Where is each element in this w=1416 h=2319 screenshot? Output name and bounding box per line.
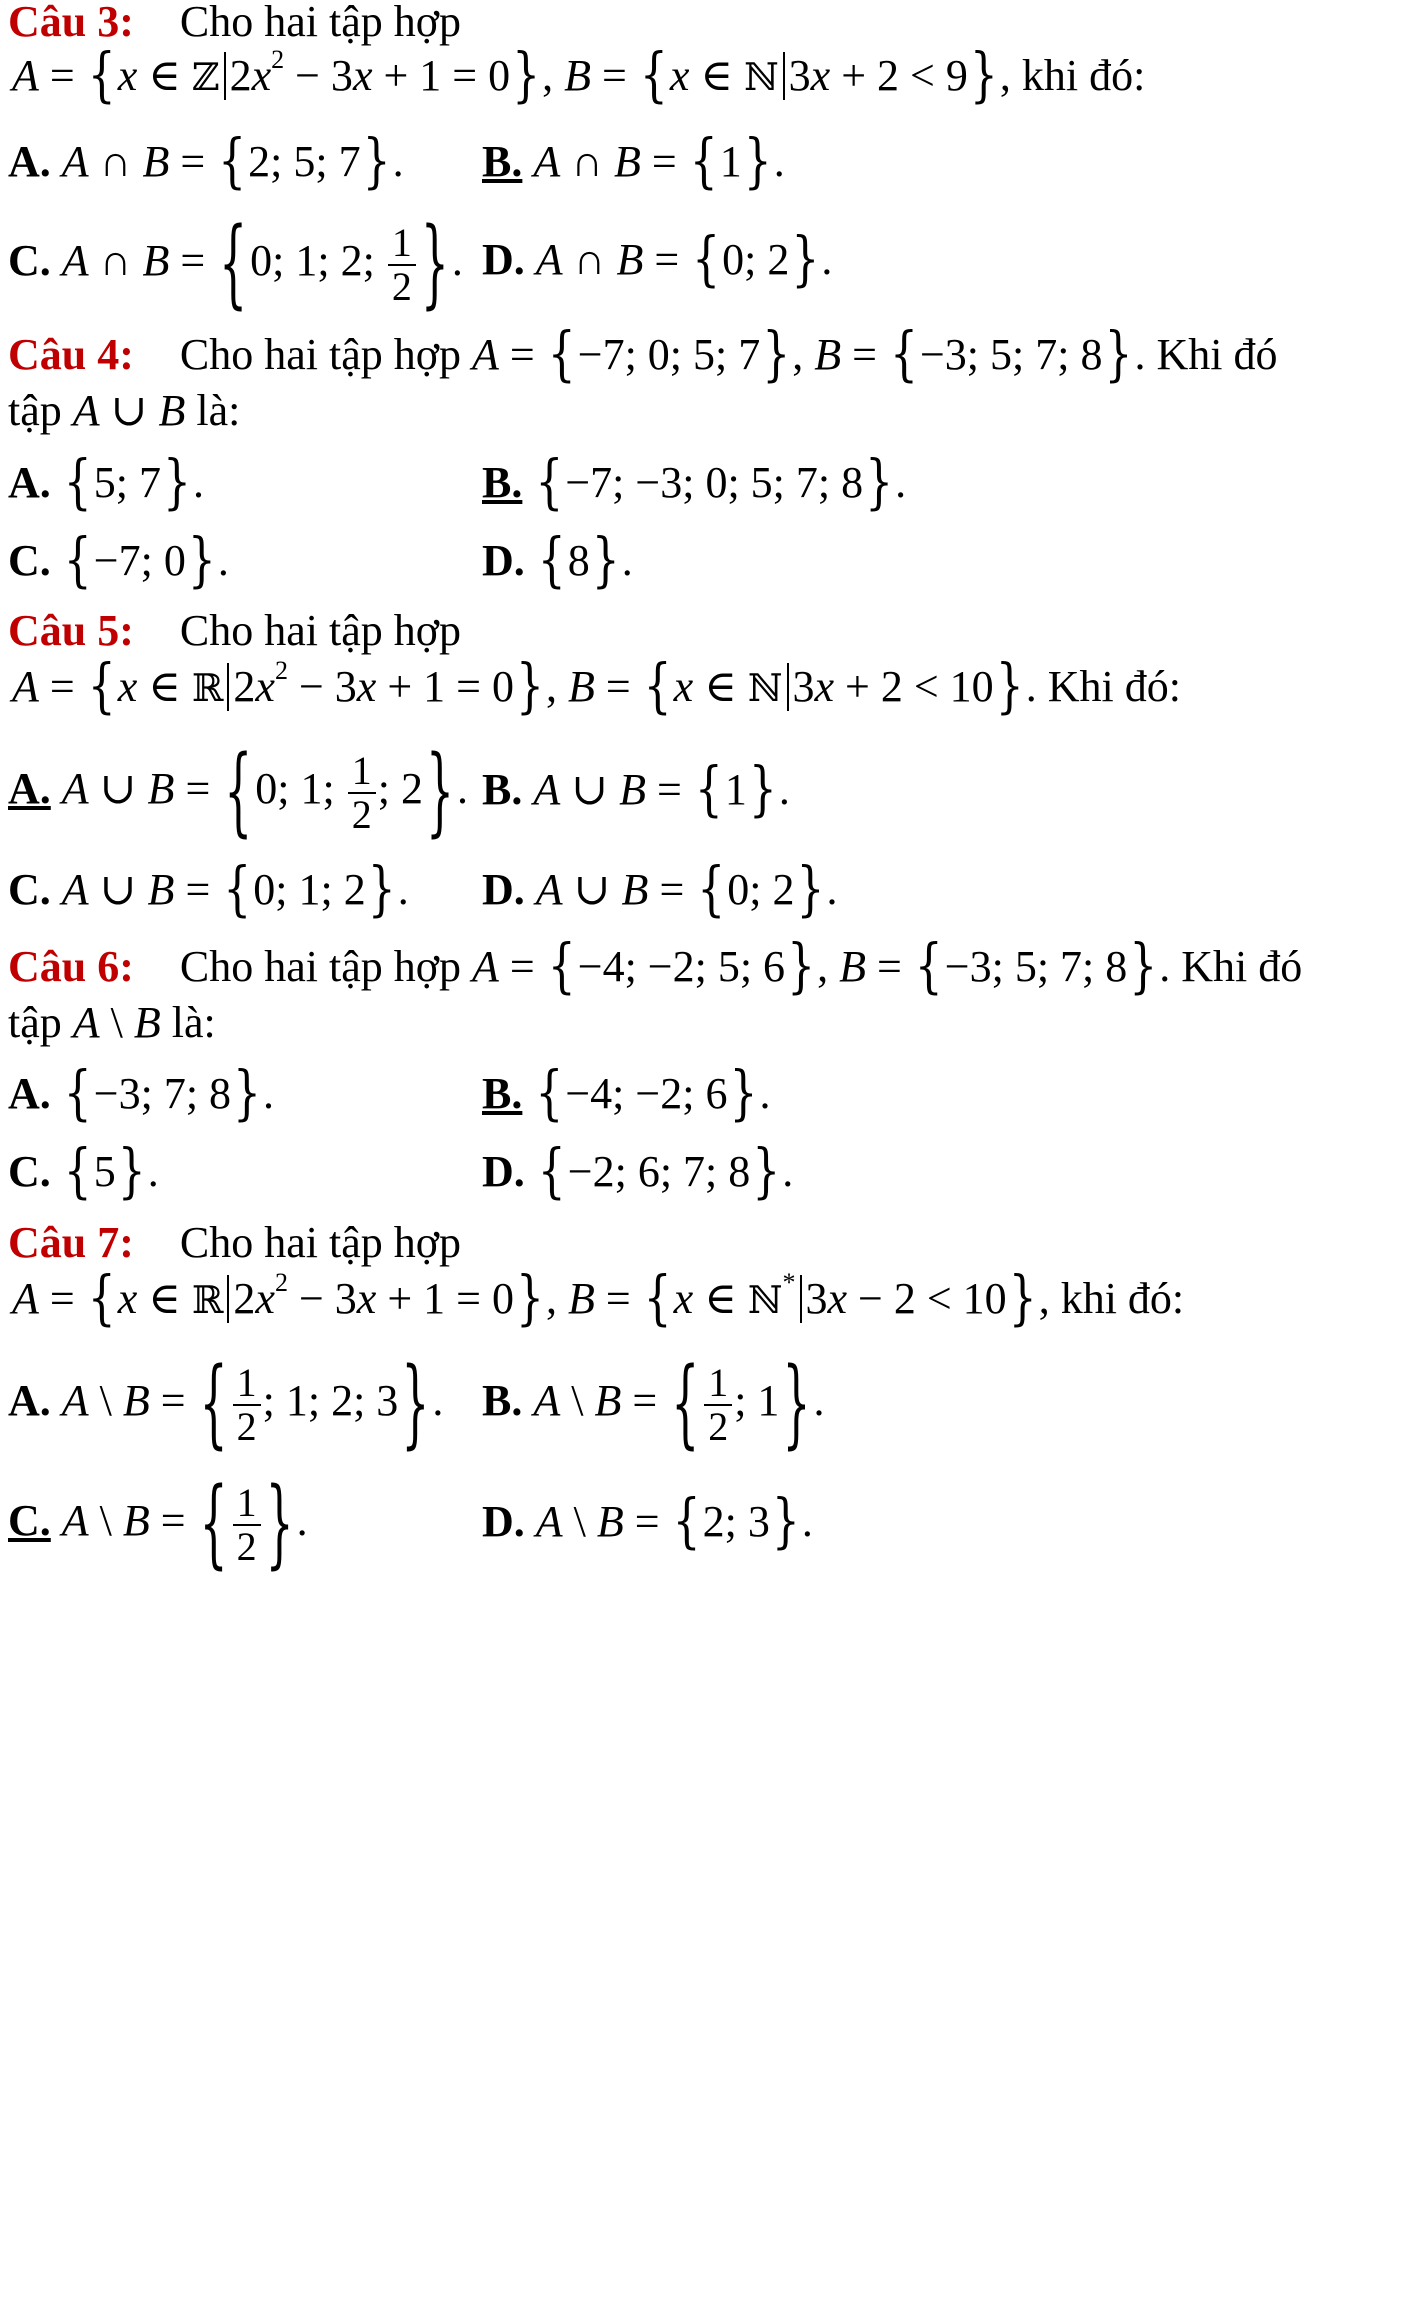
question-intro: Cho hai tập hợp [179, 942, 462, 991]
question-6-line2: tập A \ B là: [8, 998, 216, 1047]
question-3-header [8, 0, 461, 50]
option-letter: D. [482, 235, 525, 284]
question-label: Câu 3: [8, 0, 134, 46]
q6-option-a[interactable]: A. {−3; 7; 8}. [8, 1058, 275, 1128]
q7-option-d[interactable]: D. A \ B = {2; 3}. [482, 1486, 813, 1556]
option-letter: B. [482, 458, 523, 507]
q6-option-c[interactable]: C. {5}. [8, 1136, 159, 1206]
q7-option-b[interactable]: B. A \ B = { $\frac{1}{2}$ ; 1}. [482, 1347, 825, 1460]
option-letter: A. [8, 458, 51, 507]
option-letter: A. [8, 137, 51, 186]
option-letter: D. [482, 1147, 525, 1196]
question-7-header [8, 1215, 461, 1271]
question-tail: . Khi đó [1134, 330, 1278, 379]
line-suffix: là: [171, 998, 216, 1047]
question-label: Câu 5: [8, 606, 134, 655]
question-tail: , khi đó: [999, 51, 1146, 100]
question-tail: . Khi đó [1159, 942, 1303, 991]
question-intro: Cho hai tập hợp [179, 330, 462, 379]
q6-option-d[interactable]: D. {−2; 6; 7; 8}. [482, 1136, 794, 1206]
option-letter: C. [8, 1147, 51, 1196]
q4-option-c[interactable]: C. {−7; 0}. [8, 525, 229, 595]
question-intro: Cho hai tập hợp [179, 1218, 462, 1267]
question-6-header: Câu 6: Cho hai tập hợp A = {−4; −2; 5; 6}, B = {−3; 5; 7; 8}. Khi đó [8, 931, 1303, 1001]
q6-option-b[interactable]: B. {−4; −2; 6}. [482, 1058, 771, 1128]
question-4-header: Câu 4: Cho hai tập hợp A = {−7; 0; 5; 7}, B = {−3; 5; 7; 8}. Khi đó [8, 319, 1278, 389]
q3-option-c[interactable]: C. A ∩ B = {0; 1; 2; $\frac{1}{2}$ }. [8, 207, 463, 320]
question-7-sets: A = {x ∈ ℝ $2x^2 - 3x + 1 = 0$}, B = {x ∈ ℕ* 3x − 2 < 10}, khi đó: [12, 1263, 1185, 1333]
question-label: Câu 4: [8, 330, 134, 379]
line-suffix: là: [196, 386, 241, 435]
q3-option-d[interactable]: D. A ∩ B = {0; 2}. [482, 224, 833, 294]
option-letter: C. [8, 536, 51, 585]
question-5-sets: A = {x ∈ ℝ $2x^2 - 3x + 1 = 0$}, B = {x ∈ ℕ 3x + 2 < 10}. Khi đó: [12, 651, 1181, 721]
q4-option-b[interactable]: B. {−7; −3; 0; 5; 7; 8}. [482, 447, 907, 517]
question-5-header [8, 603, 461, 659]
question-tail: , khi đó: [1038, 1274, 1185, 1323]
question-intro: Cho hai tập hợp [179, 0, 462, 46]
line-prefix: tập [8, 386, 62, 435]
option-letter: A. [8, 764, 51, 814]
q3-option-a[interactable]: A. A ∩ B = {2; 5; 7}. [8, 126, 404, 196]
option-letter: C. [8, 1496, 51, 1546]
q5-option-c[interactable]: C. A ∪ B = {0; 1; 2}. [8, 854, 409, 924]
q7-option-c[interactable]: C. A \ B = { $\frac{1}{2}$ }. [8, 1467, 308, 1580]
q5-option-b[interactable]: B. A ∪ B = {1}. [482, 754, 790, 824]
question-3-sets: A = {x ∈ ℤ $2x^2 - 3x + 1 = 0$}, B = {x ∈ ℕ 3x + 2 < 9}, khi đó: [12, 40, 1146, 110]
question-tail: . Khi đó: [1025, 662, 1181, 711]
question-label: Câu 6: [8, 942, 134, 991]
option-letter: B. [482, 1069, 523, 1118]
option-letter: D. [482, 536, 525, 585]
option-letter: D. [482, 1497, 525, 1546]
option-letter: D. [482, 865, 525, 914]
q4-option-d[interactable]: D. {8}. [482, 525, 633, 595]
line-prefix: tập [8, 998, 62, 1047]
q4-option-a[interactable]: A. {5; 7}. [8, 447, 205, 517]
q5-option-a[interactable]: A. A ∪ B = {0; 1; $\frac{1}{2}$ ; 2}. [8, 735, 468, 848]
option-letter: C. [8, 865, 51, 914]
option-letter: B. [482, 765, 523, 814]
question-intro: Cho hai tập hợp [179, 606, 462, 655]
question-label: Câu 7: [8, 1218, 134, 1267]
q3-option-b[interactable]: B. A ∩ B = {1}. [482, 126, 785, 196]
option-letter: B. [482, 1376, 523, 1426]
option-letter: A. [8, 1376, 51, 1426]
q5-option-d[interactable]: D. A ∪ B = {0; 2}. [482, 854, 838, 924]
option-letter: B. [482, 137, 523, 186]
question-4-line2: tập A ∪ B là: [8, 386, 241, 435]
q7-option-a[interactable]: A. A \ B = { $\frac{1}{2}$ ; 1; 2; 3}. [8, 1347, 444, 1460]
option-letter: A. [8, 1069, 51, 1118]
option-letter: C. [8, 236, 51, 286]
